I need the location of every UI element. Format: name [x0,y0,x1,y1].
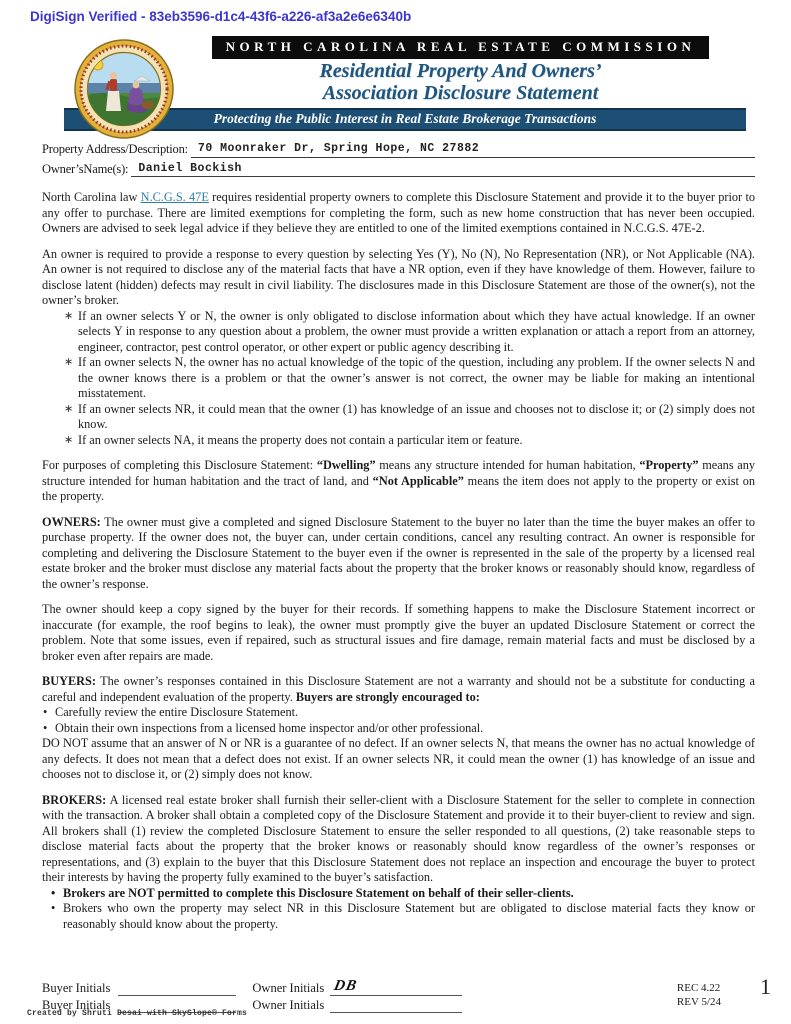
list-item: ∗ If an owner selects NR, it could mean that the owner (1) has knowledge of an issue and chooses not to disclose it; or (2) simply does not know. [64,402,755,433]
text-segment: North Carolina law [42,190,141,204]
buyer-initials-field[interactable] [118,981,236,996]
text-segment: “Not Applicable” [372,473,464,488]
buyers-paragraph [42,674,755,705]
form-revision-block [677,981,721,1009]
owner-initials-signature: DB [332,978,359,994]
ncgs-47e-link[interactable]: N.C.G.S. 47E [140,190,209,204]
text-segment: means any structure intended for human habitation and the tract of land, and [42,458,756,488]
broker-bullet-list [42,886,755,933]
text-segment: means any structure intended for human habitation, [375,458,640,472]
owner-name-row [42,161,755,178]
list-item: • Carefully review the entire Disclosure Statement. [42,705,755,721]
text-segment: For purposes of completing this Disclosure Statement: [42,458,317,472]
text-segment: The owner must give a completed and signed Disclosure Statement to the buyer no later than the time the buyer makes an offer to purchase property. If the owner does not, the buyer can, under certain conditions, cancel any resulting contract. An owner is responsible for completing and delivering the Disclosure Statement to the buyer even if the owner is represented in the sale of the property by a licensed real estate broker and the broker must disclose any material facts about the property that the broker knows or reasonably should know, regardless of the owner’s response. [42,514,755,591]
text-segment: OWNERS: [42,514,101,529]
rev-date: REV 5/24 [676,996,721,1008]
document-body [42,141,755,932]
owner-initials-field[interactable] [330,978,462,996]
property-address-row [42,141,755,158]
owner-response-bullet-list [42,309,755,449]
list-item: ∗ If an owner selects N, the owner has no actual knowledge of the topic of the question, including any problem. If the owner selects N and the owner knows there is a problem or that the owner’s answer is not correct, the owner may be liable for making an intentional misstatement. [64,355,755,402]
page-number: 1 [760,974,771,999]
intro-paragraph [42,190,755,237]
owner-initials-field[interactable] [330,998,462,1013]
property-address-field[interactable]: 70 Moonraker Dr, Spring Hope, NC 27882 [191,141,755,158]
rec-number: REC 4.22 [676,982,721,994]
text-segment: means the item does not apply to the property or exist on the property. [42,473,756,503]
list-item: ∗ If an owner selects Y or N, the owner is only obligated to disclose information about which they have actual knowledge. If an owner selects Y in response to any question about a problem, the owner must provide a written explanation or attach a report from an attorney, engineer, contractor, pest control operator, or other expert or public agency describing it. [64,309,755,356]
list-item: • Brokers are NOT permitted to complete this Disclosure Statement on behalf of their seller-clients. [50,886,755,902]
text-segment: The owner’s responses contained in this Disclosure Statement are not a warranty and should not be a substitute for conducting a careful and independent evaluation of the property. [42,674,755,704]
text-segment: A licensed real estate broker shall furnish their seller-client with a Disclosure Statement for the seller to complete in connection with the transaction. A broker shall obtain a completed copy of the Disclosure Statement and provide it to their buyer-client to review and sign. All brokers shall (1) review the completed Disclosure Statement to ensure the seller responded to all questions, (2) take reasonable steps to disclose material facts about the property that the broker knows or reasonably should know regardless of the owner’s responses or representations, and (3) explain to the buyer that this Disclosure Statement does not replace an inspection and encourage the buyer to protect their interests by having the property fully examined to the buyer’s satisfaction. [42,792,755,884]
document-header [0,36,791,131]
buyer-initials-label: Buyer Initials [42,981,111,995]
creator-attribution: Created by Shruti Desai with SkySlope® Forms [27,1009,248,1018]
list-item: ∗ If an owner selects NA, it means the property does not contain a particular item or feature. [64,433,755,449]
keep-copy-paragraph: The owner should keep a copy signed by the buyer for their records. If something happens to make the Disclosure Statement incorrect or inaccurate (for example, the roof begins to leak), the owner must promptly give the buyer an updated Disclosure Statement or correct the problem. Note that some issues, even if repaired, such as structural issues and fire damage, remain material facts and must be disclosed by a broker even after repairs are made. [42,602,755,663]
text-segment: BUYERS: [42,674,96,688]
text-segment: requires residential property owners to complete this Disclosure Statement and provide it to the buyer prior to any offer to purchase. There are limited exemptions for completing the form, such as new home construction that has never been occupied. Owners are advised to seek legal advice if they believe they are entitled to one of the limited exemptions contained in N.C.G.S. 47E-2. [42,190,756,235]
response-rules-paragraph: An owner is required to provide a response to every question by selecting Yes (Y), No (N), No Representation (NR), or Not Applicable (NA). An owner is not required to disclose any of the material facts that have a NR option, even if they have knowledge of them. However, failure to disclose latent (hidden) defects may result in civil liability. The disclosures made in this Disclosure Statement are those of the owner(s), not the owner’s broker. [42,246,755,307]
list-item: • Obtain their own inspections from a licensed home inspector and/or other professional. [42,721,755,737]
brokers-paragraph [42,793,755,886]
owner-initials-label: Owner Initials [252,998,325,1012]
owner-name-label: Owner’sName(s): [42,161,129,176]
property-address-label: Property Address/Description: [42,142,188,156]
tagline-banner: Protecting the Public Interest in Real Estate Brokerage Transactions [64,108,746,131]
document-title [185,61,736,104]
nc-state-seal-icon [74,37,174,141]
text-segment: Buyers are strongly encouraged to: [295,689,480,704]
do-not-assume-paragraph: DO NOT assume that an answer of N or NR is a guarantee of no defect. If an owner selects N, that means the owner has no actual knowledge of any defects. It does not mean that a defect does not exist. If an owner selects NR, it could mean the owner (1) has knowledge of an issue and chooses not to disclose it, or (2) simply does not know. [42,736,755,781]
document-title-line1: Residential Property And Owners’ [319,60,602,82]
document-title-line2: Association Disclosure Statement [322,81,599,104]
text-segment: “Dwelling” [316,458,376,472]
text-segment: BROKERS: [42,792,107,807]
owner-initials-label: Owner Initials [252,981,325,995]
text-segment: “Property” [639,458,699,472]
list-item: • Brokers who own the property may select NR in this Disclosure Statement but are obligated to disclose material facts they know or reasonably should know about the property. [50,901,755,932]
initials-row-1 [42,979,472,996]
commission-banner: NORTH CAROLINA REAL ESTATE COMMISSION [212,36,710,59]
buyer-bullet-list [42,705,755,736]
buyer-initials-label: Buyer Initials [42,998,111,1012]
digisign-verified-label: DigiSign Verified - 83eb3596-d1c4-43f6-a226-af3a2e6e6340b [30,9,412,24]
initials-block [42,979,472,1013]
owners-paragraph [42,515,755,593]
definitions-paragraph [42,458,755,505]
owner-name-field[interactable]: Daniel Bockish [131,161,755,178]
